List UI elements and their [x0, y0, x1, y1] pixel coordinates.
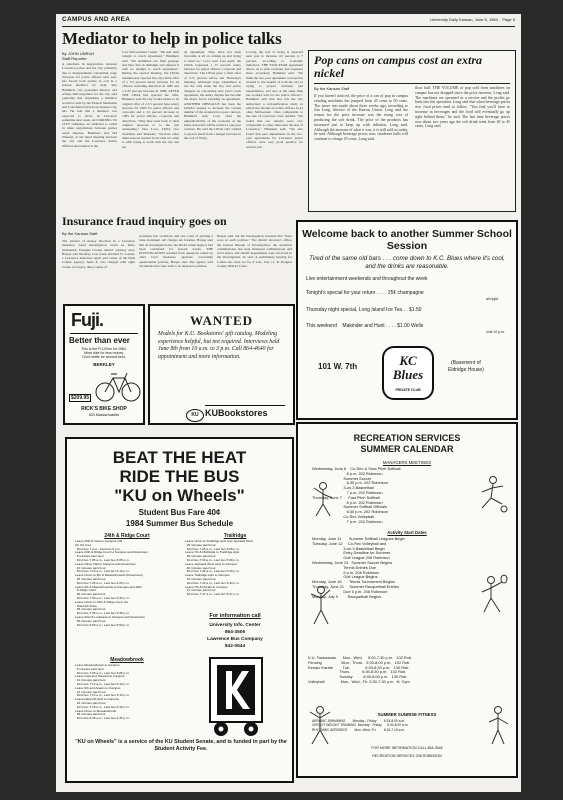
- bus-title-1: BEAT THE HEAT: [112, 448, 247, 467]
- insurance-col-1: The amount of money involved in a Lawrence insurance fraud investigation could be fairly substantial, Douglas County district attorney Jerry Harper said Monday. Last week, Richard N. Loman, a Lawrence insurance agent and owner of the Dick Loman Agency, Suite 8, was charged with eight counts of forgery, three counts of: [62, 239, 135, 269]
- kc-blues-logo-sub: PRIVATE CLUB: [395, 388, 421, 392]
- header-rule: [62, 26, 515, 27]
- fuji-price: $209.95: [71, 395, 90, 401]
- volleyball-player-sketch-icon: [306, 480, 340, 520]
- wanted-logo-rule: [205, 405, 285, 406]
- rec-activity-rows: Monday, June 11 Summer Softball Leagues Begin Tuesday, June 12 Co-Rec Volleyball and 3-on-3 Basketball Begin Entry Deadline for Summer Golf League 208 Robinson Wednesday, June 13 Summer Soccer Begins Tennis Entries Due 5 p.m. 208 Robinson Golf League Begins Monday, June 18 Tennis Tournament Begins Thursday, June 21 Summer Racquetball Entries Due 5 p.m. 208 Robinson Monday, July 9 Racquetball Begins: [312, 536, 405, 599]
- kc-blues-logo-text: KC Blues: [392, 353, 424, 382]
- mediator-col-1: A stalemate in negotiations between Lawrence police and the city, primarily due to disagreements concerning wage increases for police officers next year, has forced both parties to call in a federal mediator for help. Ray Hammert, city personnel director and acting chief negotiator for the city, said yesterday that requesting a mediator would be sent by the Federal Mediation and Conciliation Service in Kansas City, Mo. He said that a mediator was expected to arrive in Lawrence sometime next week. ACCORDING TO CITY ordinance, an arbitrator is called in when negotiations between parties reach impasse. Hammert and Ted Wheeler, at the latest meeting between the city and the Lawrence Police Officers Association at the: [62, 62, 117, 148]
- kc-blues-basement: (Basement of Eldridge House): [448, 360, 484, 373]
- ku-seal-icon: KU: [186, 409, 204, 422]
- rec-more-info: FOR MORE INFORMATION CALL 864-3546: [371, 746, 443, 750]
- fuji-small-2: More bike for less money.: [84, 351, 124, 355]
- summer-ad-subtitle: Tired of the same old bars . . . come down to K.C. Blues where it's cool, and the drinks are reasonable.: [309, 255, 505, 270]
- route-text-ridge-court: Leave 26th & Iowa to Campus Old On the hour First bus 7 a.m., Last bus 6 p.m. Leave 24th & Ridge Court to Campus and Downtown 5 minutes past hour First bus 7:05 a.m., Last bus 6:05 p.m. Leave Oliver Hall to Campus and Downtown 10 minutes past hour First bus 7:10 a.m., Last bus 6:10 p.m. Leave Union to 9th & Massachusetts (Downtown) 25 minutes past hour First bus 7:25 a.m., Last bus 6:25 p.m. Leave 9th & Massachusetts to Campus and 24th & Ridge Court 30 minutes past hour First bus 7:30 a.m., Last bus 5:30 p.m. Leave Union to 24th & Ridge Court via Naismith Drive 45 minutes past hour First bus 7:45 a.m., Last bus 5:45 p.m. Leave 23rd & Louisiana to Campus and Downtown 50 minutes past hour First bus 6:50 a.m., Last bus 5:50 p.m.: [75, 539, 148, 627]
- fuji-logo: Fuji.: [71, 310, 103, 330]
- kc-blues-ad: [296, 220, 518, 420]
- rec-classes-rows: K.U. Taekwando Mon., Wed. 5:00-7:30 p.m. 102 Rob. Fencing Mon., Thurs. 5:30-8:00 p.m. 102 Rob. Kempo Karate Tue. 6:30-8:30 p.m. 130 Rob. Thurs. 6:30-8:30 p.m. 102 Rob. Sunday 6:00-8:00 p.m. 130 Rob. Volleyball Mon., Wed., Fri. 5:30-7:30 p.m. N. Gym: [308, 655, 413, 684]
- softball-player-sketch-icon: [306, 584, 336, 628]
- bus-schedule-title: 1984 Summer Bus Schedule: [125, 519, 234, 528]
- route-text-meadowbrook: Leave Meadowbrook to Campus 5 minutes past hour First bus 7:05 a.m., Last bus 6:05 p.m. Leave Iowa and Harvard to Campus 10 minutes past hour First bus 7:10 a.m., Last bus 5:10 p.m. Leave 9th and Avalon to Campus 13 minutes past hour First bus 7:13 a.m., Last bus 5:13 p.m. Leave Naismith Apts to Campus 16 minutes past hour First bus 7:16 a.m., Last bus 5:16 p.m. Leave Union to Meadowbrook 35 minutes past hour First bus 6:35 a.m., Last bus 4:35 p.m.: [75, 663, 130, 721]
- fencer-sketch-icon: [484, 704, 512, 748]
- kc-blues-address: 101 W. 7th: [318, 362, 358, 371]
- wanted-ad: [148, 304, 295, 425]
- paper-info: [430, 17, 515, 22]
- wanted-body: Models for K.U. Bookstores' gift catalog. Modeling experience helpful, but not required. Interviews held June 8th from 10 a.m. to 3 p.m. Call 864-4640 for appointment and more information.: [158, 331, 280, 360]
- summer-ad-line-1: Live entertainment weekends and throughout the week: [306, 276, 428, 282]
- route-text-trailridge: Leave Union to Trailridge Apts and Jayhawk West 25 minutes past hour First bus 7:25 a.m., Last bus 5:25 p.m. Leave 7th & McDingle to Trailridge Apts 30 minutes past hour First bus 7:30 a.m., Last bus 5:30 p.m. Leave Jayhawk West Apts to Campus 40 minutes past hour First bus 7:40 a.m., Last bus 5:40 p.m. Leave Trailridge Apts to Campus 43 minutes past hour First bus 7:43 a.m., Last bus 5:43 p.m. Leave 7th & Florida to Campus 47 minutes past hour First bus 7:47 a.m., Last bus 5:47 p.m.: [185, 539, 254, 597]
- rec-title-1: RECREATION SERVICES: [353, 433, 461, 443]
- fuji-small-3: Don't settle for second best.: [82, 355, 126, 359]
- rec-sunrise-rows: AEROBIC SWIMMING Monday - Friday 6:15-8:00 a.m. CIRCUIT WEIGHT TRAINING Monday - Friday 6:30-8:00 a.m. RHYTHMIC AEROBICS Mon.-Wed.-Fri. 6:15-7:15 a.m.: [312, 719, 409, 732]
- fuji-model: BERKLEY: [93, 362, 115, 367]
- summer-ad-line-3: Thursday night special, Long Island Ice Tea . . $1.50: [306, 307, 422, 313]
- wanted-title: WANTED: [189, 313, 254, 328]
- bus-info-1: University Info. Center: [209, 623, 261, 628]
- bus-footer: "KU on Wheels" is a service of the KU Student Senate, and is funded in part by the Student Activity Fee.: [75, 739, 287, 752]
- route-heading-ridge-court: 24th & Ridge Court: [104, 533, 150, 539]
- route-heading-trailridge: Trailridge: [223, 533, 247, 539]
- kc-blues-logo: [382, 346, 434, 400]
- bus-info-2: Lawrence Bus Company: [207, 637, 263, 642]
- soccer-player-sketch-icon: [476, 474, 510, 514]
- rec-sunrise-heading: SUMMER SUNRISE FITNESS: [377, 712, 437, 717]
- rec-managers-heading: MANAGERS MEETINGS: [382, 460, 432, 465]
- rec-activity-heading: Activity Start Dates: [387, 530, 427, 535]
- fuji-rule: [70, 333, 138, 334]
- popcan-story-box: [308, 50, 516, 212]
- summer-ad-line-2-note: all night: [486, 297, 499, 301]
- insurance-col-3: Harper said, but the investigation revealed that "there were no such policies." The district attorney's office, the Kansas Bureau of Investigation, the securities commissioner, the state insurance commissioner and local police and sheriff departments were involved in the investigation, he said. A preliminary hearing for Loman has been set for 9 a.m., July 11, in Douglas County District Court.: [217, 234, 292, 269]
- insurance-col-2: securities law violations and one count of probing a false document. All charges are felonies. Harper said that an investigation into the Dick Loman Agency had been conducted for several weeks. THE INVESTIGATION resulted from questions raised by other local insurance agencies concerning questionable policies, Harper said. The agency sold documents that were said to be insurance policies,: [139, 234, 213, 269]
- bus-title-2: RIDE THE BUS: [119, 467, 240, 486]
- tennis-player-sketch-icon: [474, 574, 508, 616]
- popcan-byline: By the Kansan Staff: [314, 86, 350, 91]
- mediator-byline: By JOHN UNRUH Staff Reporter: [62, 51, 95, 61]
- fuji-small-1: This is the FUJI line for 1984.: [81, 347, 127, 351]
- mediator-col-4: Locally, the cost of living is expected next year to increase 4.5 percent to 7 percent, according to economic indicators. THE TWO-YEAR agreement allows us to plan revenues and expenses more accurately, Hammert said. "We think the two-year agreement concept has worked to the benefit of both the city in trying to project revenues and expenditures, and also at the same time has worked well for the police officers." Hammert said that last fall the city authorized a reclassification study in which the salaries of police officers in 43 other Midwestern cities comparable to the size of Lawrence were studied. "We found that our salaries were very comparable to other cities near the size of Lawrence," Hammert said. "We also found that past adjustments in the two-year agreements for Lawrence police officers were very good positive for several year: [246, 50, 303, 149]
- bus-info-1-phone: 864-3506: [224, 630, 246, 635]
- aerobics-figure-sketch-icon: [306, 704, 334, 748]
- fuji-shop: RICK'S BIKE SHOP: [81, 406, 127, 412]
- insurance-byline: By the Kansan Staff: [62, 231, 98, 236]
- kubookstores-logo: KUBookstores: [205, 408, 268, 418]
- summer-ad-title: Welcome back to another Summer School Session: [302, 228, 512, 252]
- summer-ad-line-4-note: until 10 p.m.: [486, 330, 506, 334]
- bus-k-logo-icon: [207, 655, 265, 739]
- rec-office: RECREATION SERVICES 208 ROBINSON: [372, 754, 442, 758]
- summer-ad-line-2: Tonight's special for your return . . . . 25¢ champagne: [306, 290, 424, 296]
- fuji-shop-addr: 804 Massachusetts: [88, 413, 120, 417]
- popcan-rule: [314, 83, 510, 84]
- mediator-col-2: Law Enforcement Center. "We met until tonight to reach agreement," Hammert said. "We submitted our final package and they met in midnight and refused it with no attempt to reach agreement." During the special meeting, the LPOA unanimously rejected the city's final offer of a 3.5 percent salary increase for all officers, including detectives in 1985 and a 4.25 percent increase in 1986. AFTER THE LPOA had rejected the offer, Hammert said the city would return to its original offer of a 3.5 percent base salary increase for 1985 for patrol officers and corporals and a 3.5 percent increase in 1985 for patrol officers, corporals and detectives. "Why they went back to their original proposal is to me just astounding," Don Love, LPOA vice chairman, said Thursday. "We have other times lessons learned from what we came to with trying to work with the city and get: [122, 50, 179, 149]
- mediator-col-3: an agreement. They have not been favorable at all on coming up and trying to meet us," Love said. Last April, the LPOA requested a 15 percent salary increase for patrol officers, corporals and detectives. The LPOA gave a final offer of 5.75 percent before last Thursday's meeting. Although wage adjustment is not the only issue the city and police disagree on concerning next year's work agreement, the salary dispute has become the major factor blocking an agreement. ANOTHER OBSTACLE has been the LPOA's request to increase the current number of the standard two-year contract, Hammert said. Love cited the unpredictability of the economy as the main reason the LPOA wanted a one-year contract. He said the LPOA only wished to protect itself from a budget increase in the cost of living.: [184, 50, 241, 140]
- mediator-headline: Mediator to help in police talks: [62, 29, 282, 48]
- rec-title-2: SUMMER CALENDAR: [360, 444, 454, 454]
- popcan-col-2: floor hall. THE VOLUME of pop sold from machines on campus has not dropped since the price increase, Long said. The machines are operated as a service and the profits go back into the operation. Long said that when beverage prices rise, food prices tend to follow. "You find you'll have to increase in beverages and the food will eventually go up right behind them," he said. The last time beverage prices rose about two years ago the soft drink went from 40 to 45 cents, Long said.: [415, 86, 510, 129]
- page-number: Page 5: [502, 17, 515, 22]
- route-heading-meadowbrook: Meadowbrook: [110, 657, 144, 663]
- fuji-ad: [63, 304, 145, 425]
- popcan-col-1: If you haven't noticed, the price of a can of pop in campus vending machines has jumped from 45 cents to 50 cents. The move was made about three weeks ago, according to Jim Long, director of the Kansas Union. Long said the reason for the price increase was the rising cost of producing the soft drink. The price of the products has increased just to keep up with inflation, Long said. Although the increase of what it was, it is still sold as today, he said. Although beverage prices rose, residence halls will continue to charge 45 cents, Long said.: [314, 94, 408, 142]
- paper-date: University Daily Kansan, June 6, 1984: [430, 17, 498, 22]
- recreation-services-ad: [296, 422, 518, 778]
- bus-info-2-phone: 842-0544: [224, 644, 246, 649]
- fuji-tagline: Better than ever: [69, 336, 130, 345]
- summer-ad-line-4: This weekend Makinder and Hunt . . . . $1.00 Wells: [306, 323, 424, 329]
- ku-on-wheels-ad: [65, 437, 294, 783]
- rec-managers-rows: Wednesday, June 6 Co-Rec & Slow Pitch Softball 6 p.m. 202 Robinson Summer Soccer 6:30 p.m. 202 Robinson 3-on-3 Basketball 7 p.m. 202 Robinson Thursday, June 7 Fast Pitch Softball 6 p.m. 202 Robinson Summer Softball Officials 6:30 p.m. 202 Robinson Co-Rec Volleyball 7 p.m. 202 Robinson: [312, 466, 401, 524]
- popcan-headline: Pop cans on campus cost an extra nickel: [314, 53, 483, 80]
- bus-title-3: "KU on Wheels": [114, 486, 245, 505]
- newspaper-page: [56, 14, 521, 792]
- bus-info-heading: For information call: [209, 613, 261, 619]
- insurance-headline: Insurance fraud inquiry goes on: [62, 214, 227, 228]
- section-header: CAMPUS AND AREA: [62, 16, 131, 23]
- bus-fare: Student Bus Fare 40¢: [138, 508, 221, 517]
- bicycle-icon: [95, 368, 141, 402]
